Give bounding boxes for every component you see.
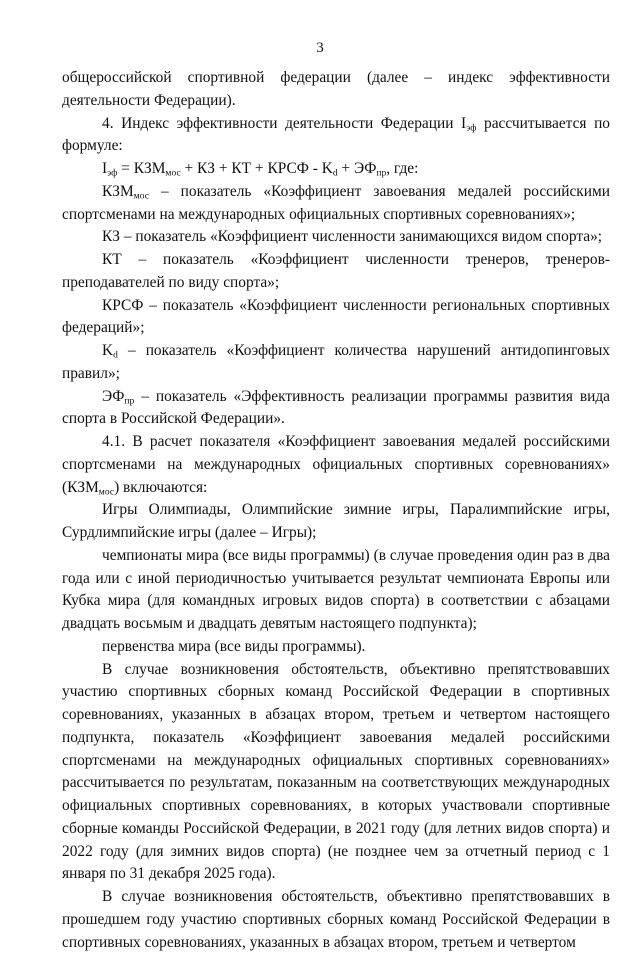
paragraph	[62, 249, 610, 295]
paragraph-text: = КЗМ	[117, 160, 166, 177]
paragraph-text: I	[102, 160, 108, 177]
paragraph-text: КЗ – показатель «Коэффициент численности занимающихся видом спорта»;	[102, 228, 603, 246]
paragraph-text: чемпионаты мира (все виды программы) (в случае проведения один раз в два года или с иной периодичностью учитывается результат чемпионата Европы или Кубка мира (для командных игровых видов спорта) в соответствии с абзацами двадцать восьмым и двадцать девятым настоящего подпункта);	[62, 546, 610, 632]
paragraph	[62, 431, 610, 499]
paragraph-text: КЗМ	[102, 182, 134, 200]
paragraph	[62, 636, 610, 659]
paragraph-text: КТ – показатель «Коэффициент численности тренеров, тренеров-преподавателей по виду спорта»;	[62, 251, 610, 291]
subscript-text: пр	[376, 167, 387, 179]
paragraph	[62, 113, 610, 159]
page-number: 3	[316, 40, 324, 56]
paragraph-text: + КЗ + КТ + КРСФ - K	[180, 160, 333, 177]
paragraph-text: общероссийской спортивной федерации (далее – индекс эффективности деятельности Федерации).	[62, 69, 610, 109]
paragraph-text: K	[102, 342, 114, 359]
paragraph-text: – показатель «Эффективность реализации программы развития вида спорта в Российской Федерации».	[62, 387, 610, 428]
paragraph	[62, 499, 610, 545]
paragraph	[62, 295, 610, 341]
subscript-text: d	[332, 167, 338, 179]
paragraph-text: ЭФ	[102, 387, 125, 405]
paragraph-text: рассчитывается по формуле:	[62, 114, 610, 155]
subscript-text: мос	[165, 167, 181, 179]
paragraph	[62, 226, 610, 249]
paragraph	[62, 659, 610, 887]
formula	[62, 158, 610, 181]
paragraph	[62, 886, 610, 954]
paragraph	[62, 340, 610, 386]
paragraph-text: ) включаются:	[114, 478, 208, 496]
paragraph-text: , где:	[386, 160, 419, 177]
paragraph-text: 4. Индекс эффективности деятельности Федерации I	[102, 114, 467, 132]
paragraph	[62, 181, 610, 227]
subscript-text: эф	[466, 121, 477, 133]
paragraph	[62, 386, 610, 432]
subscript-text: пр	[124, 394, 135, 406]
paragraph	[62, 67, 610, 113]
paragraph	[62, 545, 610, 636]
paragraph-text: – показатель «Коэффициент завоевания медалей российскими спортсменами на международных официальных спортивных соревнованиях»;	[62, 182, 610, 223]
paragraph-text: В случае возникновения обстоятельств, объективно препятствовавших в прошедшем году участию спортивных сборных команд Российской Федерации в спортивных соревнованиях, указанных в абзацах втором, третьем и четвертом	[62, 888, 610, 951]
subscript-text: d	[113, 349, 118, 361]
paragraph-text: Игры Олимпиады, Олимпийские зимние игры, Паралимпийские игры, Сурдлимпийские игры (далее – Игры);	[62, 501, 610, 541]
paragraph-text: первенства мира (все виды программы).	[102, 637, 366, 655]
paragraph-text: КРСФ – показатель «Коэффициент численности региональных спортивных федераций»;	[62, 296, 610, 337]
paragraph-text: 4.1. В расчет показателя «Коэффициент завоевания медалей российскими спортсменами на международных официальных спортивных соревнованиях» (КЗМ	[62, 433, 610, 496]
paragraph-text: + ЭФ	[337, 160, 377, 177]
paragraph-text: – показатель «Коэффициент количества нарушений антидопинговых правил»;	[62, 342, 610, 382]
document-body	[62, 67, 610, 954]
subscript-text: мос	[133, 190, 149, 202]
subscript-text: мос	[98, 485, 115, 497]
subscript-text: эф	[107, 167, 118, 179]
paragraph-text: В случае возникновения обстоятельств, объективно препятствовавших участию спортивных сборных команд Российской Федерации в спортивных соревнованиях, указанных в абзацах втором, третьем и четвертом настоящего подпункта, показатель «Коэффициент завоевания медалей российскими спортсменами на международных официальных спортивных соревнованиях» рассчитывается по результатам, показанным на соответствующих международных официальных спортивных соревнованиях, в которых участвовали спортивные сборные команды Российской Федерации, в 2021 году (для летних видов спорта) и 2022 году (для зимних видов спорта) (не позднее чем за отчетный период с 1 января по 31 декабря 2025 года).	[62, 660, 610, 883]
